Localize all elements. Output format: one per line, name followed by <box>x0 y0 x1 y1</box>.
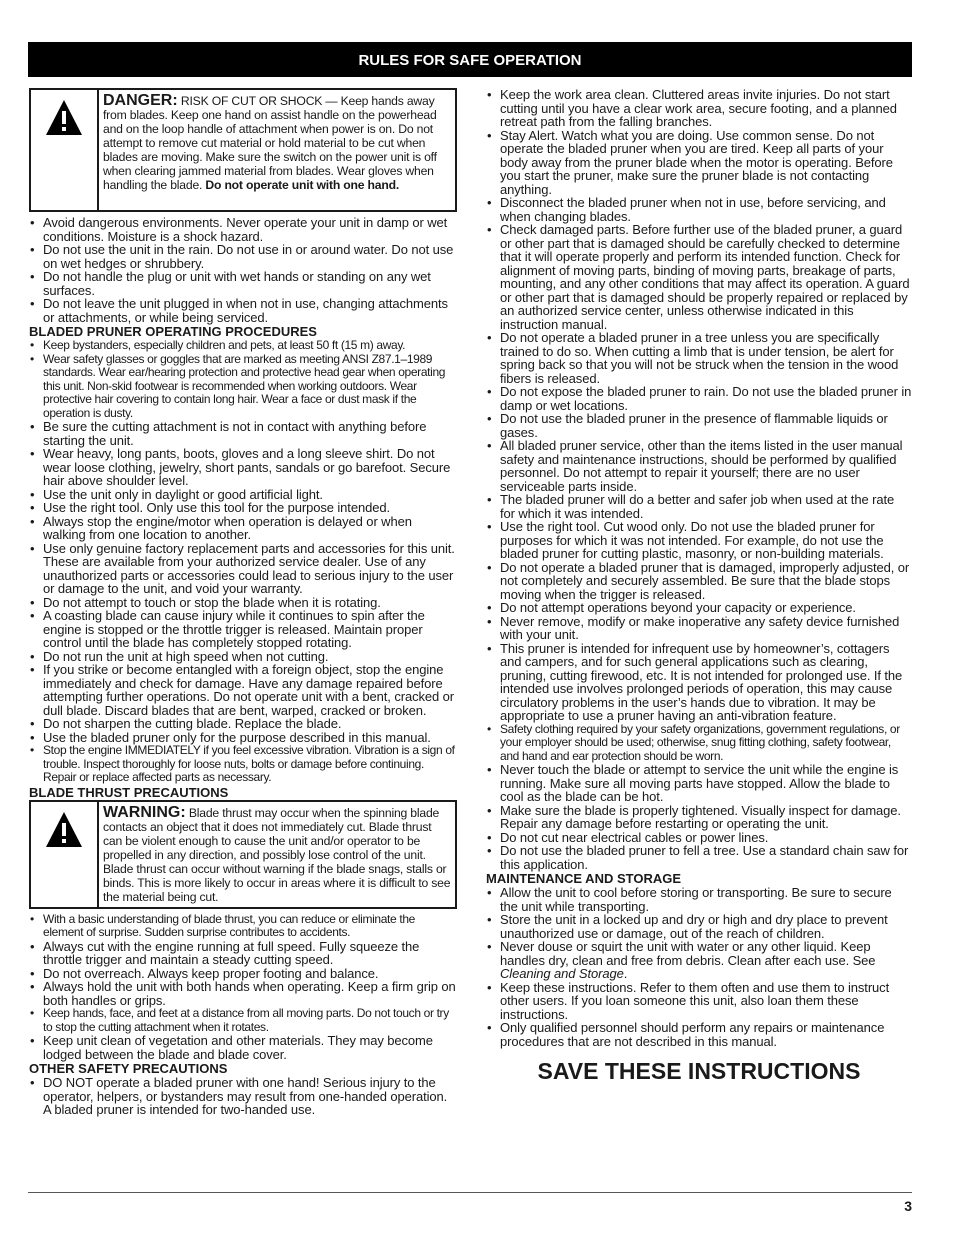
danger-text <box>99 90 455 210</box>
list-item: • Never remove, modify or make inoperative any safety device furnished with your unit. <box>486 615 912 642</box>
warning-body: Blade thrust may occur when the spinning blade contacts an object that it does not immediately cut. Blade thrust can be violent enough to cause the unit and/or operator to be propelled in any direction, and possibly lose control of the unit. Blade thrust can occur without warning if the blade snags, stalls or binds. This is more likely to occur in areas where it is difficult to see the material being cut. <box>103 805 451 904</box>
list-item: • Do not leave the unit plugged in when not in use, changing attachments or attachments, or while being serviced. <box>29 297 457 324</box>
list-item: • Always cut with the engine running at full speed. Fully squeeze the throttle trigger and maintain a steady cutting speed. <box>29 940 457 967</box>
list-item: • Use the right tool. Cut wood only. Do not use the bladed pruner for purposes for which it was not intended. For example, do not use the bladed pruner for cutting plastic, masonry, or non-building materials. <box>486 520 912 561</box>
danger-body: RISK OF CUT OR SHOCK — Keep hands away from blades. Keep one hand on assist handle on the powerhead and on the loop handle of attachment when power is on. Do not attempt to remove cut material or hold material to be cut when blades are moving. Make sure the switch on the power unit is off when clearing jammed material from blades. Wear gloves when handling the blade. <box>103 94 437 192</box>
list-item: • Safety clothing required by your safety organizations, government regulations, or your employer should be used; otherwise, snug fitting clothing, safety footwear, and hand and ear protection should be worn. <box>486 723 912 764</box>
list-item: • Do not operate a bladed pruner in a tree unless you are specifically trained to do so. When cutting a limb that is under tension, be alert for spring back so that you will not be struck when the tension in the wood fibers is released. <box>486 331 912 385</box>
right-bullets <box>486 88 912 871</box>
list-item: • If you strike or become entangled with a foreign object, stop the engine immediately and check for damage. Have any damage repaired before attempting further operations. Do not operate unit with a bent, cracked or dull blade. Discard blades that are bent, warped, cracked or broken. <box>29 663 457 717</box>
page-number: 3 <box>904 1198 912 1214</box>
section-heading: BLADED PRUNER OPERATING PROCEDURES <box>29 324 317 339</box>
list-item: • Do not run the unit at high speed when not cutting. <box>29 650 457 664</box>
list-item: • Do not attempt to touch or stop the blade when it is rotating. <box>29 596 457 610</box>
list-item: • Wear safety glasses or goggles that are marked as meeting ANSI Z87.1–1989 standards. Wear ear/hearing protection and protective head gear when operating this unit. Non-skid footwear is recommended when working outdoors. Wear protective hair covering to contain long hair. Wear a face or dust mask if the operation is dusty. <box>29 353 457 421</box>
list-item: • Store the unit in a locked up and dry or high and dry place to prevent unauthorized use or damage, out of the reach of children. <box>486 913 912 940</box>
danger-icon-cell <box>31 90 99 210</box>
left-bullets-1 <box>29 216 457 324</box>
other-safety-list <box>29 1076 457 1117</box>
list-item: • Stop the engine IMMEDIATELY if you feel excessive vibration. Vibration is a sign of trouble. Inspect thoroughly for loose nuts, bolts or damage before continuing. Repair or replace affected parts as necessary. <box>29 744 457 785</box>
list-item: • Do not operate a bladed pruner that is damaged, improperly adjusted, or not completely and securely assembled. Be sure that the blade stops moving when the trigger is released. <box>486 561 912 602</box>
list-item: • Always stop the engine/motor when operation is delayed or when walking from one location to another. <box>29 515 457 542</box>
list-item: • Do not cut near electrical cables or power lines. <box>486 831 912 845</box>
danger-box <box>29 88 457 212</box>
list-item: • Do not attempt operations beyond your capacity or experience. <box>486 601 912 615</box>
section-heading: MAINTENANCE AND STORAGE <box>486 871 682 886</box>
list-item: • Be sure the cutting attachment is not in contact with anything before starting the unit. <box>29 420 457 447</box>
list-item: • Always hold the unit with both hands when operating. Keep a firm grip on both handles or grips. <box>29 980 457 1007</box>
list-item: • Use the bladed pruner only for the purpose described in this manual. <box>29 731 457 745</box>
list-item: • Do not sharpen the cutting blade. Replace the blade. <box>29 717 457 731</box>
list-item: • Do not use the bladed pruner to fell a tree. Use a standard chain saw for this application. <box>486 844 912 871</box>
list-item: • The bladed pruner will do a better and safer job when used at the rate for which it was intended. <box>486 493 912 520</box>
list-item: • Use the unit only in daylight or good artificial light. <box>29 488 457 502</box>
section-header <box>28 42 912 77</box>
list-item: • All bladed pruner service, other than the items listed in the user manual safety and maintenance instructions, should be performed by qualified personnel. Do not attempt to repair it yourself; there are no user serviceable parts inside. <box>486 439 912 493</box>
list-item: • Stay Alert. Watch what you are doing. Use common sense. Do not operate the bladed pruner when you are tired. Keep all parts of your body away from the pruner blade when the motor is operating. Before you start the pruner, make sure the pruner blade is not contacting anything. <box>486 129 912 197</box>
section-header-title: RULES FOR SAFE OPERATION <box>358 52 582 69</box>
list-item: • Use only genuine factory replacement parts and accessories for this unit. These are available from your authorized service dealer. Use of any unauthorized parts or accessories could lead to serious injury to the user or damage to the unit, and void your warranty. <box>29 542 457 596</box>
list-item: • Never touch the blade or attempt to service the unit while the engine is running. Make sure all moving parts have stopped. Allow the blade to cool as the blade can be hot. <box>486 763 912 804</box>
warning-text <box>99 802 455 907</box>
cleaning-suffix: . <box>623 966 628 981</box>
list-item: • Do not handle the plug or unit with wet hands or standing on any wet surfaces. <box>29 270 457 297</box>
list-item: • Do not overreach. Always keep proper footing and balance. <box>29 967 457 981</box>
danger-title: DANGER: <box>103 92 178 109</box>
warning-triangle-icon <box>44 810 84 850</box>
list-item: • A coasting blade can cause injury while it continues to spin after the engine is stopped or the throttle trigger is released. Maintain proper control until the blade has completely stopped rotating. <box>29 609 457 650</box>
bladed-pruner-list <box>29 339 457 785</box>
list-item: • Do not expose the bladed pruner to rain. Do not use the bladed pruner in damp or wet locations. <box>486 385 912 412</box>
list-item <box>486 940 912 981</box>
list-item: • This pruner is intended for infrequent use by homeowner’s, cottagers and campers, and for such general applications such as clearing, pruning, cutting firewood, etc. It is not intended for prolonged use. If the intended use involves prolonged periods of operation, this may cause circulatory problems in the user’s hands due to vibration. It may be appropriate to use a pruner having an anti-vibration feature. <box>486 642 912 723</box>
footer-divider <box>28 1192 912 1193</box>
warning-icon-cell <box>31 802 99 907</box>
list-item: • Use the right tool. Only use this tool for the purpose intended. <box>29 501 457 515</box>
list-item: • Do not use the unit in the rain. Do not use in or around water. Do not use on wet hedges or shrubbery. <box>29 243 457 270</box>
left-column <box>29 88 457 1117</box>
list-item: • Keep the work area clean. Cluttered areas invite injuries. Do not start cutting until you have a clear work area, secure footing, and a planned retreat path from the falling branches. <box>486 88 912 129</box>
section-heading: OTHER SAFETY PRECAUTIONS <box>29 1061 228 1076</box>
blade-thrust-list <box>29 913 457 1062</box>
save-instructions-heading: SAVE THESE INSTRUCTIONS <box>537 1058 861 1084</box>
section-heading: BLADE THRUST PRECAUTIONS <box>29 784 229 800</box>
cleaning-text: Never douse or squirt the unit with water or any other liquid. Keep handles dry, clean and free from debris. Clean after each use. See <box>500 939 876 968</box>
danger-bold: Do not operate unit with one hand. <box>205 178 400 192</box>
list-item: • Make sure the blade is properly tightened. Visually inspect for damage. Repair any damage before restarting or operating the unit. <box>486 804 912 831</box>
list-item: • Do not use the bladed pruner in the presence of flammable liquids or gases. <box>486 412 912 439</box>
list-item: • Disconnect the bladed pruner when not in use, before servicing, and when changing blades. <box>486 196 912 223</box>
list-item: • With a basic understanding of blade thrust, you can reduce or eliminate the element of surprise. Sudden surprise contributes to accidents. <box>29 913 457 940</box>
warning-triangle-icon <box>44 98 84 138</box>
cleaning-reference: Cleaning and Storage <box>500 966 624 981</box>
list-item: • Avoid dangerous environments. Never operate your unit in damp or wet conditions. Moisture is a shock hazard. <box>29 216 457 243</box>
list-item: • Check damaged parts. Before further use of the bladed pruner, a guard or other part that is damaged should be carefully checked to determine that it will operate properly and perform its intended function. Check for alignment of moving parts, binding of moving parts, breakage of parts, mounting, and any other conditions that may affect its operation. A guard or other part that is damaged should be properly repaired or replaced by an authorized service center, unless otherwise indicated in this instruction manual. <box>486 223 912 331</box>
warning-box <box>29 800 457 909</box>
list-item: • Keep these instructions. Refer to them often and use them to instruct other users. If you loan someone this unit, also loan them these instructions. <box>486 981 912 1022</box>
list-item: • DO NOT operate a bladed pruner with one hand! Serious injury to the operator, helpers, or bystanders may result from one-handed operation. A bladed pruner is intended for two-handed use. <box>29 1076 457 1117</box>
list-item: • Keep bystanders, especially children and pets, at least 50 ft (15 m) away. <box>29 339 457 353</box>
list-item: • Wear heavy, long pants, boots, gloves and a long sleeve shirt. Do not wear loose clothing, jewelry, short pants, sandals or go barefoot. Secure hair above shoulder level. <box>29 447 457 488</box>
maintenance-list <box>486 886 912 1048</box>
list-item: • Only qualified personnel should perform any repairs or maintenance procedures that are not described in this manual. <box>486 1021 912 1048</box>
list-item: • Allow the unit to cool before storing or transporting. Be sure to secure the unit while transporting. <box>486 886 912 913</box>
list-item: • Keep hands, face, and feet at a distance from all moving parts. Do not touch or try to stop the cutting attachment when it rotates. <box>29 1007 457 1034</box>
list-item: • Keep unit clean of vegetation and other materials. They may become lodged between the blade and blade cover. <box>29 1034 457 1061</box>
right-column <box>486 88 912 1085</box>
warning-title: WARNING: <box>103 803 186 821</box>
